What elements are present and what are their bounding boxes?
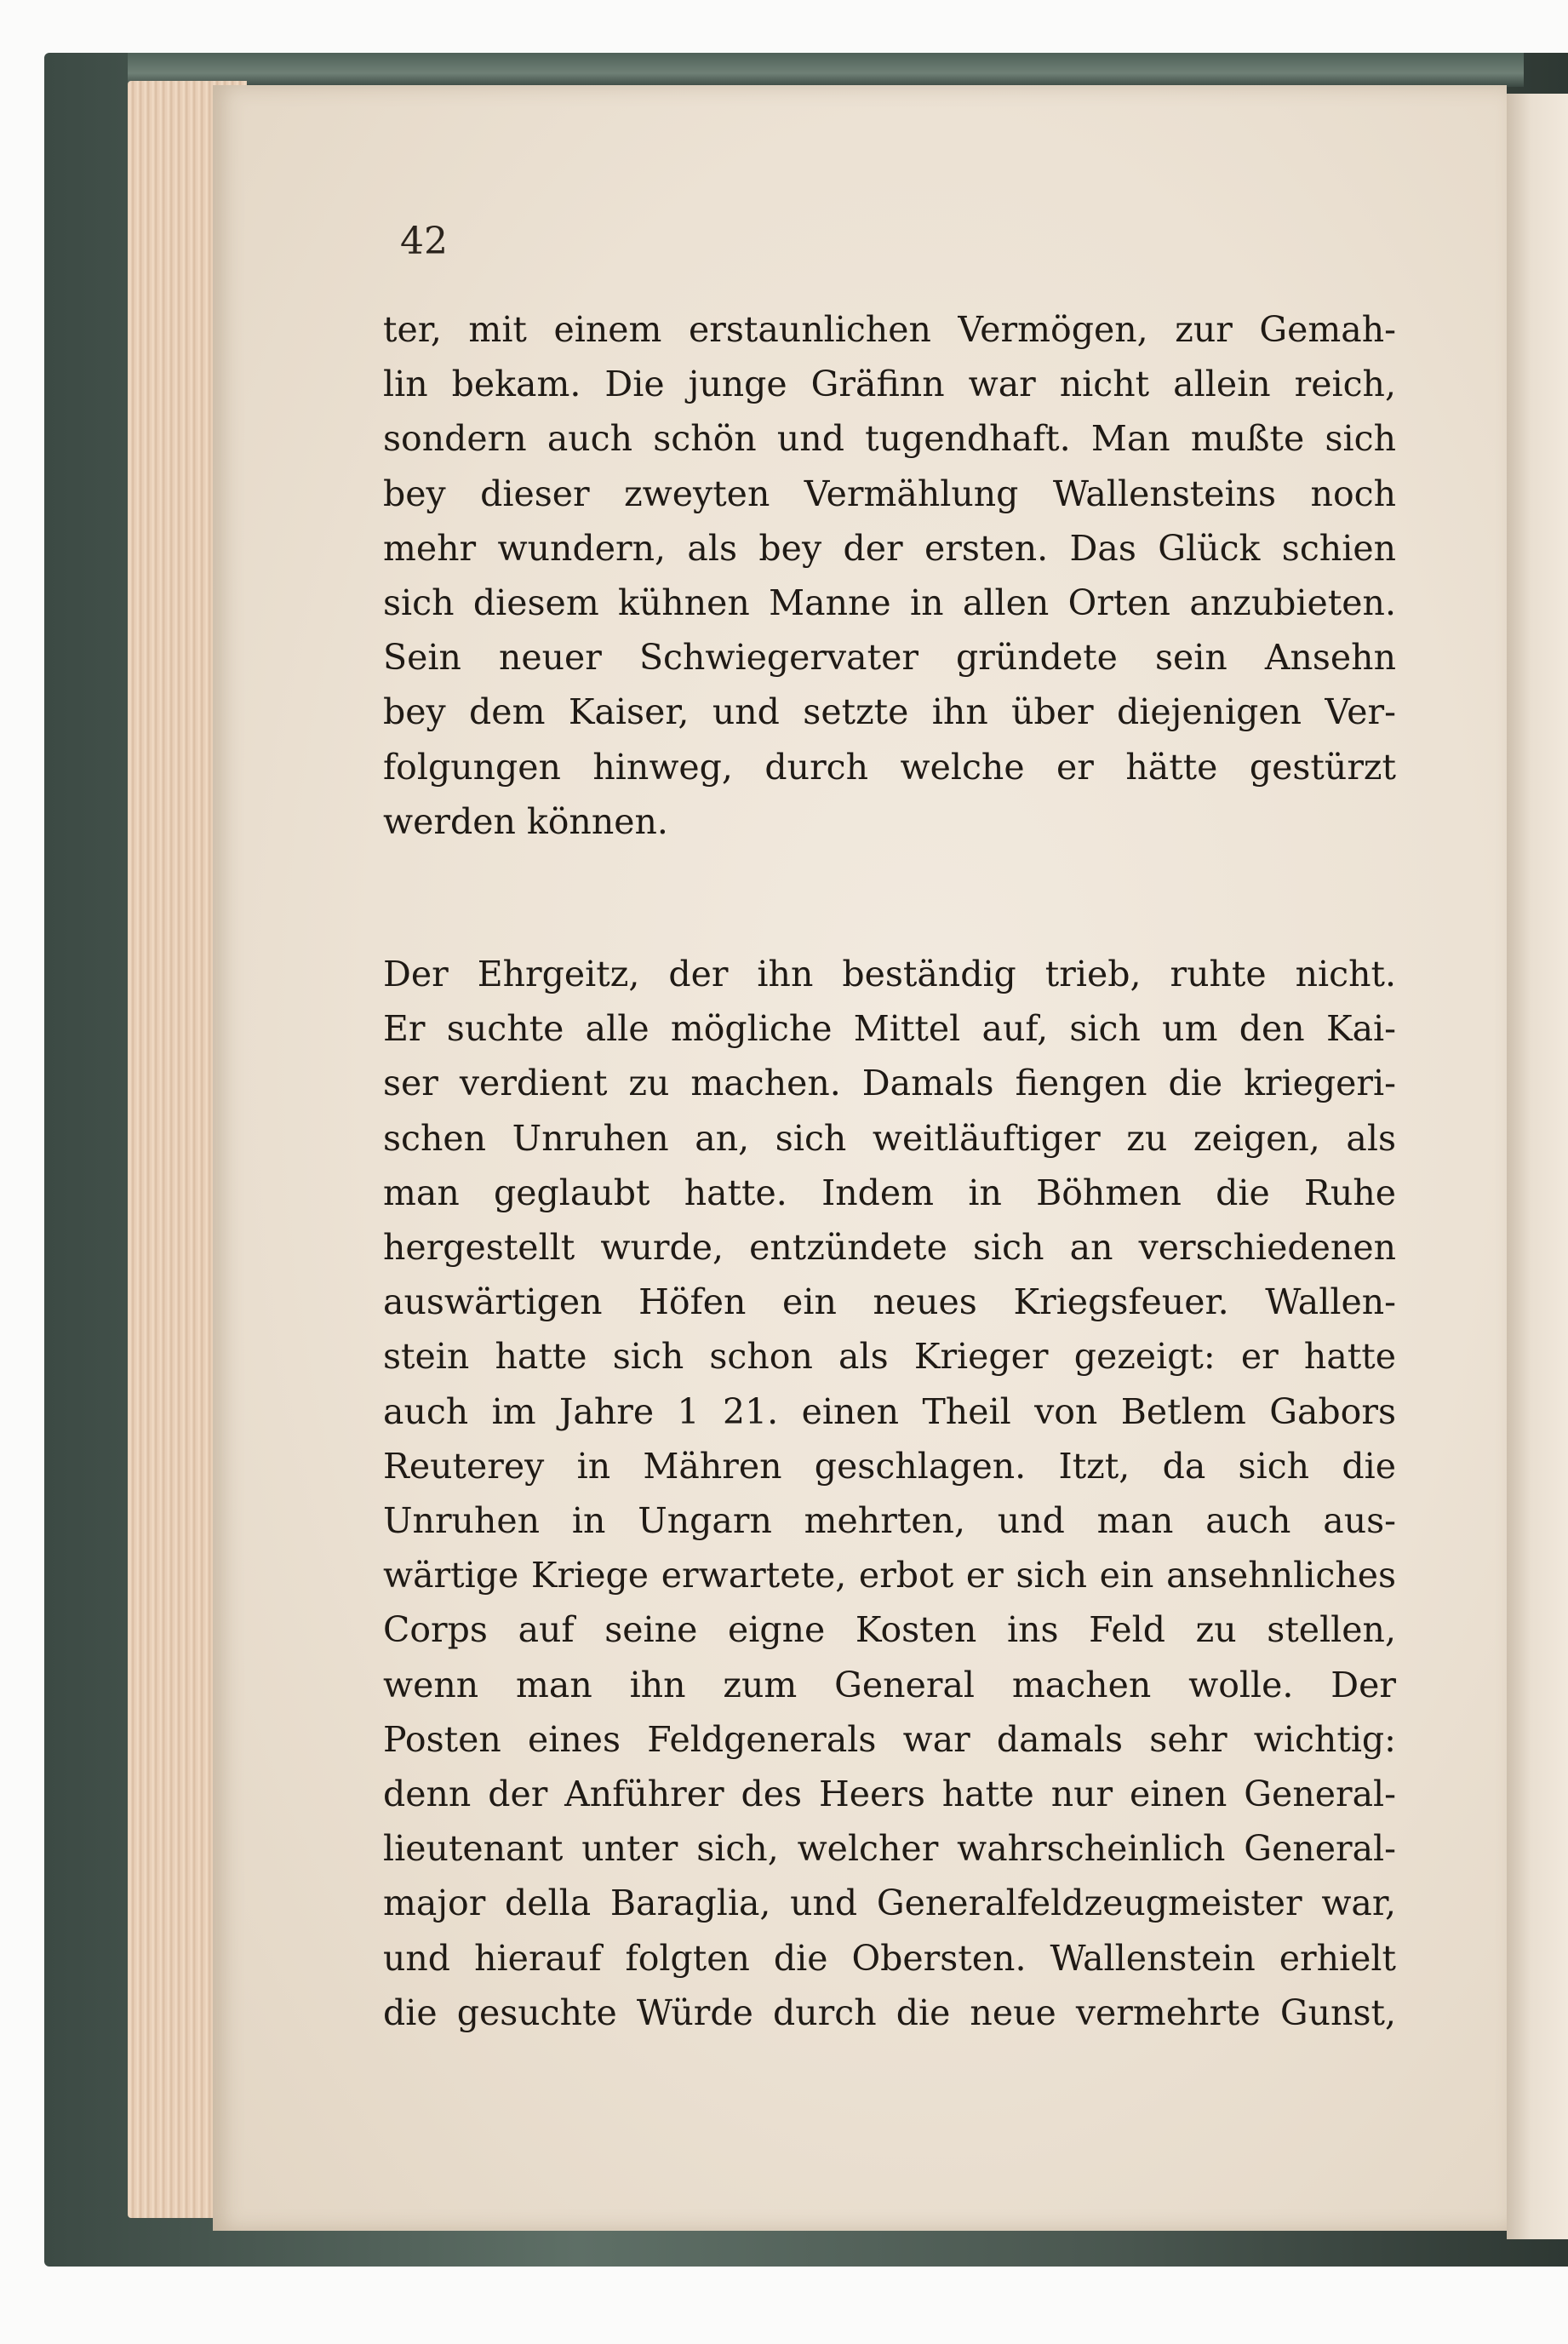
text-line: Sein neuer Schwiegervater gründete sein Ansehn (383, 637, 1396, 679)
text-line: sondern auch schön und tugendhaft. Man mußte sich (383, 418, 1396, 460)
text-line: schen Unruhen an, sich weitläuftiger zu zeigen, als (383, 1117, 1396, 1159)
text-line: Der Ehrgeitz, der ihn beständig trieb, ruhte nicht. (383, 954, 1396, 995)
text-line: Reuterey in Mähren geschlagen. Itzt, da sich die (383, 1445, 1396, 1487)
text-line: Corps auf seine eigne Kosten ins Feld zu stellen, (383, 1609, 1396, 1651)
text-line: lieutenant unter sich, welcher wahrscheinlich General- (383, 1828, 1396, 1870)
text-line: lin bekam. Die junge Gräfinn war nicht allein reich, (383, 364, 1396, 405)
page-text (383, 302, 1396, 2040)
text-line: stein hatte sich schon als Krieger gezeigt: er hatte (383, 1336, 1396, 1378)
text-line: folgungen hinweg, durch welche er hätte gestürzt (383, 746, 1396, 788)
facing-page-edge (1507, 94, 1568, 2239)
text-line: wenn man ihn zum General machen wolle. Der (383, 1664, 1396, 1705)
text-line: hergestellt wurde, entzündete sich an verschiedenen (383, 1227, 1396, 1269)
book-cover-top-edge (128, 53, 1524, 87)
text-line: bey dem Kaiser, und setzte ihn über diejenigen Ver- (383, 691, 1396, 733)
text-line: Unruhen in Ungarn mehrten, und man auch aus- (383, 1500, 1396, 1542)
text-line: werden können. (383, 800, 668, 842)
text-line: sich diesem kühnen Manne in allen Orten anzubieten. (383, 582, 1396, 624)
text-line: Posten eines Feldgenerals war damals sehr wichtig: (383, 1718, 1396, 1760)
paragraph-1 (383, 302, 1396, 849)
text-line: auswärtigen Höfen ein neues Kriegsfeuer. Wallen- (383, 1281, 1396, 1323)
text-line: Er suchte alle mögliche Mittel auf, sich um den Kai- (383, 1008, 1396, 1050)
text-line: die gesuchte Würde durch die neue vermehrte Gunst, (383, 1992, 1396, 2033)
text-line: ter, mit einem erstaunlichen Vermögen, zur Gemah- (383, 309, 1396, 350)
paragraph-gap (383, 849, 1396, 947)
paragraph-2 (383, 947, 1396, 2040)
text-line: denn der Anführer des Heers hatte nur einen General- (383, 1774, 1396, 1815)
text-line: bey dieser zweyten Vermählung Wallensteins noch (383, 473, 1396, 514)
text-line: ser verdient zu machen. Damals fiengen die kriegeri- (383, 1063, 1396, 1104)
text-line: mehr wundern, als bey der ersten. Das Glück schien (383, 527, 1396, 569)
text-line: wärtige Kriege erwartete, erbot er sich ein ansehnliches (383, 1555, 1396, 1596)
text-line: man geglaubt hatte. Indem in Böhmen die Ruhe (383, 1172, 1396, 1213)
text-line: und hierauf folgten die Obersten. Wallenstein erhielt (383, 1937, 1396, 1979)
text-line: major della Baraglia, und Generalfeldzeugmeister war, (383, 1883, 1396, 1924)
text-line: auch im Jahre 1 21. einen Theil von Betlem Gabors (383, 1390, 1396, 1432)
page-number: 42 (400, 220, 448, 263)
